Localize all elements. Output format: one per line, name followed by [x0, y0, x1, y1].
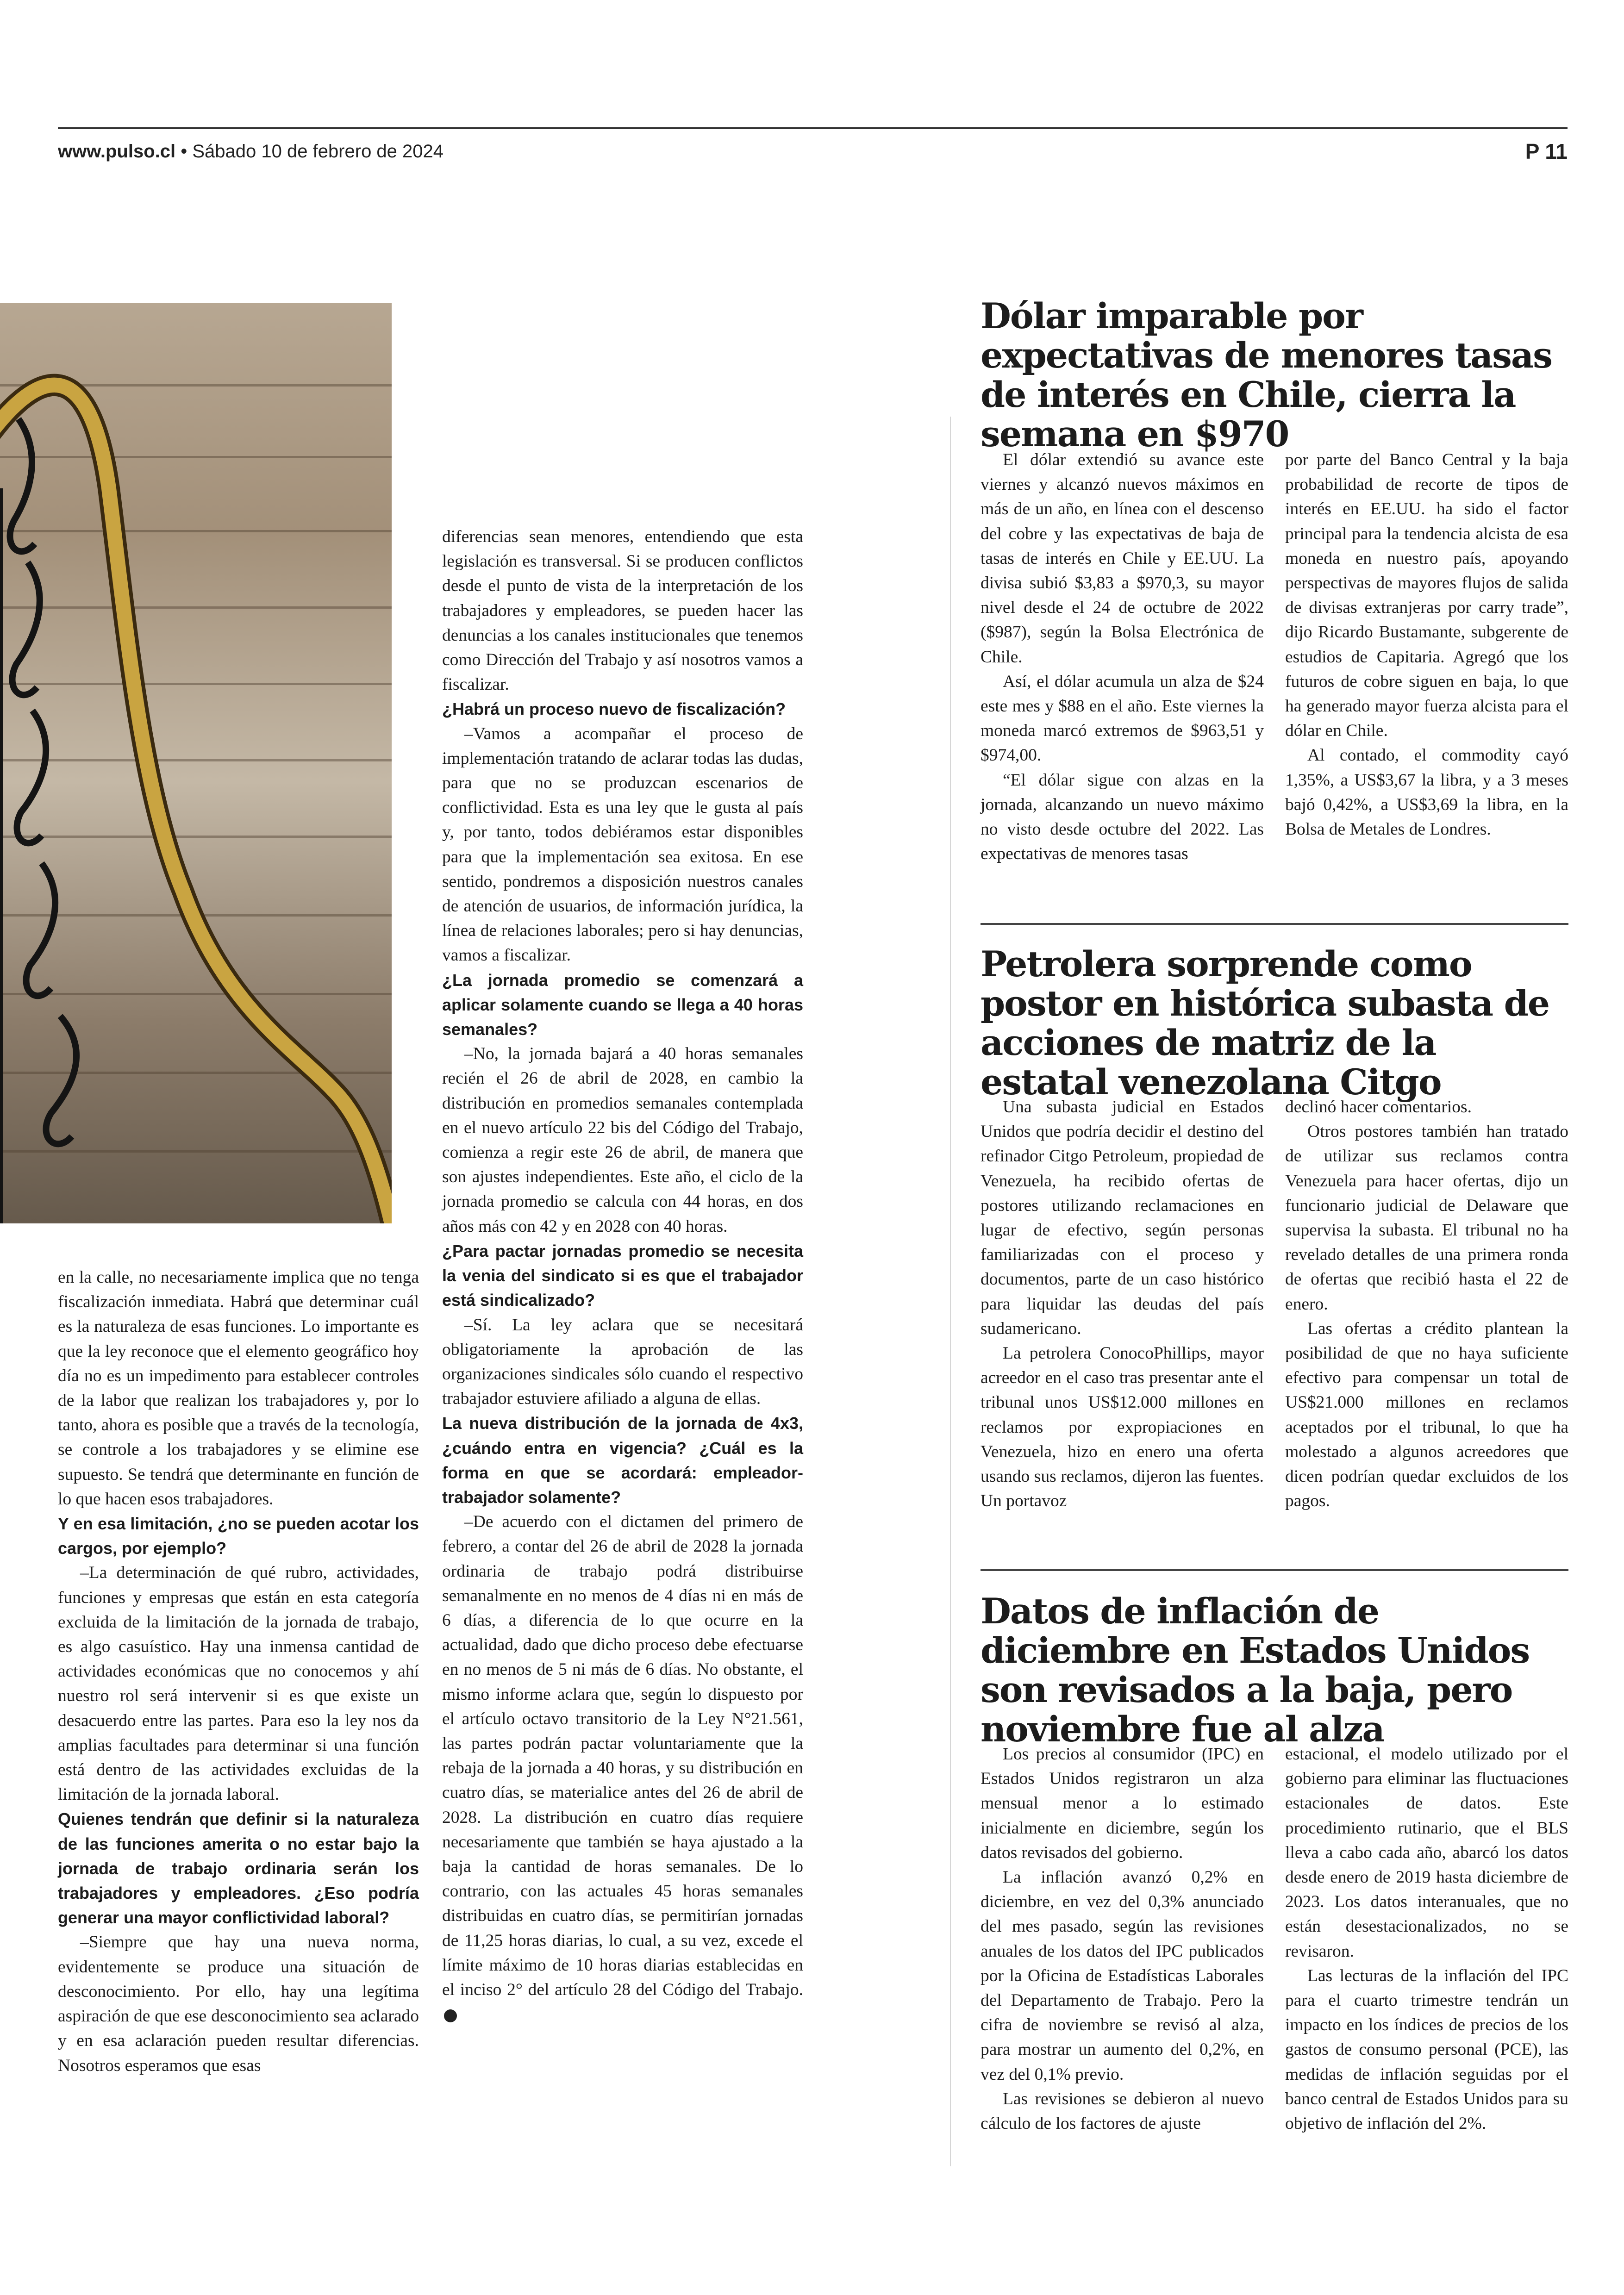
interview-answer: –Siempre que hay una nueva norma, evidentemente se produce una situación de desconocimiento. Por ello, hay una legítima aspiración de que ese desconocimiento sea aclarado y en esa aclaración pueden resultar diferencias. Nosotros esperamos que esas: [58, 1933, 419, 2075]
article-2-paragraph: Una subasta judicial en Estados Unidos que podría decidir el destino del refinador Citgo Petroleum, propiedad de Venezuela, ha recibido ofertas de postores utilizando reclamaciones en lugar de efectivo, según personas familiarizadas con el proceso y documentos, parte de un caso histórico para liquidar las deudas del país sudamericano.: [981, 1098, 1264, 1338]
article-2-paragraph: Las ofertas a crédito plantean la posibilidad de que no haya suficiente efectivo para compensar un total de US$21.000 millones en reclamos aceptados por el tribunal, lo que ha molestado a algunos acreedores que dicen podrían quedar excluidos de los pagos.: [1285, 1319, 1568, 1511]
section-divider: [981, 923, 1568, 925]
column-divider: [950, 417, 951, 2166]
interview-question: ¿Para pactar jornadas promedio se necesita la venia del sindicato si es que el trabajador está sindicalizado?: [442, 1241, 803, 1310]
interview-paragraph: diferencias sean menores, entendiendo que esta legislación es transversal. Si se producen conflictos desde el punto de vista de la interpretación de los trabajadores y empleadores, se pueden hacer las denuncias a los canales institucionales que tenemos como Dirección del Trabajo y así nosotros vamos a fiscalizar.: [442, 527, 803, 694]
article-2-body-right: [1285, 1095, 1568, 1513]
interview-question: ¿La jornada promedio se comenzará a aplicar solamente cuando se llega a 40 horas semanales?: [442, 970, 803, 1039]
article-3-paragraph: Las lecturas de la inflación del IPC para el cuarto trimestre tendrán un impacto en los índices de precios de los gastos de consumo personal (PCE), las medidas de inflación seguidas por el banco central de Estados Unidos para su objetivo de inflación del 2%.: [1285, 1966, 1568, 2133]
masthead-line: www.pulso.cl • Sábado 10 de febrero de 2024: [58, 141, 444, 162]
header-rule: [58, 127, 1568, 129]
article-2-paragraph: declinó hacer comentarios.: [1285, 1098, 1472, 1116]
interview-column-2: [442, 524, 803, 2027]
article-3-body-right: [1285, 1742, 1568, 2136]
section-divider: [981, 1569, 1568, 1571]
article-1-headline[interactable]: Dólar imparable por expectativas de menores tasas de interés en Chile, cierra la semana en $970: [981, 295, 1552, 455]
article-3-paragraph: estacional, el modelo utilizado por el gobierno para eliminar las fluctuaciones estacionales de datos. Este procedimiento rutinario, que el BLS lleva a cabo cada año, abarcó los datos desde enero de 2019 hasta diciembre de 2023. Los datos interanuales, que no están desestacionalizados, no se revisaron.: [1285, 1745, 1568, 1961]
interview-answer: –La determinación de qué rubro, actividades, funciones y empresas que están en esta categoría excluida de la limitación de la jornada de trabajo, es algo casuístico. Hay una inmensa cantidad de actividades económicas que no conocemos y ahí nuestro rol será intervenir si es que existe un desacuerdo entre las partes. Para eso la ley nos da amplias facultades para determinar si una función está dentro de las actividades excluidas de la limitación de la jornada laboral.: [58, 1563, 419, 1804]
page-number: P 11: [1525, 139, 1568, 163]
article-3-body-left: [981, 1742, 1264, 2136]
article-1-paragraph: El dólar extendió su avance este viernes y alcanzó nuevos máximos en más de un año, en línea con el descenso del cobre y las expectativas de baja de tasas de interés en Chile y EE.UU. La divisa subió $3,83 a $970,3, su mayor nivel desde el 24 de octubre de 2022 ($987), según la Bolsa Electrónica de Chile.: [981, 450, 1264, 667]
article-2-paragraph: Otros postores también han tratado de utilizar sus reclamos contra Venezuela para hacer ofertas, dijo un funcionario judicial de Delaware que supervisa la subasta. El tribunal no ha revelado detalles de una primera ronda de ofertas que recibió hasta el 22 de enero.: [1285, 1122, 1568, 1314]
interview-answer: –No, la jornada bajará a 40 horas semanales recién el 26 de abril de 2028, en cambio la distribución en promedios semanales contemplada en el nuevo artículo 22 bis del Código del Trabajo, comienza a regir este 26 de abril, de manera que son ajustes independientes. Este año, el ciclo de la jornada promedio se calcula con 44 horas, en dos años más con 42 y en 2028 con 40 horas.: [442, 1044, 803, 1236]
interview-answer: –Vamos a acompañar el proceso de implementación tratando de aclarar todas las dudas, para que no se produzcan escenarios de conflictividad. Esta es una ley que le gusta al país y, por tanto, todos debiéramos estar disponibles para que la implementación sea exitosa. En ese sentido, pondremos a disposición nuestros canales de atención de usuarios, de información jurídica, la línea de relaciones laborales; pero si hay denuncias, vamos a fiscalizar.: [442, 724, 803, 965]
interview-question: Quienes tendrán que definir si la naturaleza de las funciones amerita o no estar bajo la jornada de trabajo ordinaria serán los trabajadores y empleadores. ¿Eso podría generar una mayor conflictividad laboral?: [58, 1809, 419, 1927]
article-1-body-right: [1285, 448, 1568, 842]
article-3-paragraph: Las revisiones se debieron al nuevo cálculo de los factores de ajuste: [981, 2089, 1264, 2133]
interview-column-1: [58, 1265, 419, 2078]
interview-answer: [442, 1509, 803, 2027]
staircase-railing-photo: [0, 303, 392, 1223]
article-1-paragraph: Al contado, el commodity cayó 1,35%, a US$3,67 la libra, y a 3 meses bajó 0,42%, a US$3,69 la libra, en la Bolsa de Metales de Londres.: [1285, 746, 1568, 839]
site-url[interactable]: www.pulso.cl: [58, 141, 176, 162]
interview-question: ¿Habrá un proceso nuevo de fiscalización?: [442, 699, 786, 719]
interview-question: Y en esa limitación, ¿no se pueden acotar los cargos, por ejemplo?: [58, 1514, 419, 1558]
railing-illustration: [0, 303, 392, 1223]
article-3-paragraph: La inflación avanzó 0,2% en diciembre, en vez del 0,3% anunciado del mes pasado, según las revisiones anuales de los datos del IPC publicados por la Oficina de Estadísticas Laborales del Departamento de Trabajo. Pero la cifra de noviembre se revisó al alza, para mostrar un aumento del 0,2%, en vez del 0,1% previo.: [981, 1868, 1264, 2084]
interview-answer: –Sí. La ley aclara que se necesitará obligatoriamente la aprobación de las organizaciones sindicales sólo cuando el respectivo trabajador estuviere afiliado a alguna de ellas.: [442, 1315, 803, 1409]
interview-paragraph: en la calle, no necesariamente implica que no tenga fiscalización inmediata. Habrá que determinar cuál es la naturaleza de esas funciones. Lo importante es que la ley reconoce que el elemento geográfico hoy día no es un impedimento para establecer controles de la labor que realizan los trabajadores y, por lo tanto, ahora es posible que a través de la tecnología, se controle a los trabajadores y se elimine ese supuesto. Se tendrá que determinante en función de lo que hacen esos trabajadores.: [58, 1268, 419, 1509]
article-1-paragraph: “El dólar sigue con alzas en la jornada, alcanzando un nuevo máximo no visto desde octubre del 2022. Las expectativas de menores tasas: [981, 770, 1264, 864]
article-2-headline[interactable]: Petrolera sorprende como postor en histórica subasta de acciones de matriz de la estatal venezolana Citgo: [981, 943, 1549, 1103]
interview-answer-text: –De acuerdo con el dictamen del primero de febrero, a contar del 26 de abril de 2028 la jornada ordinaria de trabajo podrá distribuirse semanalmente en no menos de 4 días ni en más de 6 días, a diferencia de lo que ocurre en la actualidad, dado que dicho proceso debe efectuarse en no menos de 5 ni más de 6 días. No obstante, el mismo informe aclara que, según lo dispuesto por el artículo octavo transitorio de la Ley N°21.561, las partes podrán pactar voluntariamente que la rebaja de la jornada a 40 horas, y su distribución en cuatro días, se materialice antes del 26 de abril de 2028. La distribución en cuatro días requiere necesariamente que también se haya ajustado a la baja la cantidad de horas semanales. De lo contrario, con las actuales 45 horas semanales distribuidas en cuatro días, se permitirían jornadas de 11,25 horas diarias, lo cual, a su vez, excede el límite máximo de 10 horas diarias establecidas en el inciso 2° del artículo 28 del Código del Trabajo.: [442, 1512, 803, 1999]
article-3-headline[interactable]: Datos de inflación de diciembre en Estados Unidos son revisados a la baja, pero noviembre fue al alza: [981, 1590, 1530, 1750]
article-2-body-left: [981, 1095, 1264, 1513]
end-of-article-icon: P: [444, 2009, 457, 2022]
article-3-paragraph: Los precios al consumidor (IPC) en Estados Unidos registraron un alza mensual menor a lo estimado inicialmente en diciembre, según los datos revisados del gobierno.: [981, 1745, 1264, 1862]
article-1-paragraph: Así, el dólar acumula un alza de $24 este mes y $88 en el año. Este viernes la moneda marcó extremos de $963,51 y $974,00.: [981, 672, 1264, 765]
issue-date: Sábado 10 de febrero de 2024: [192, 141, 444, 162]
article-1-paragraph: por parte del Banco Central y la baja probabilidad de recorte de tipos de interés en EE.UU. ha sido el factor principal para la tendencia alcista de esa moneda en nuestro país, apoyando perspectivas de mayores flujos de salida de divisas extranjeras por carry trade”, dijo Ricardo Bustamante, subgerente de estudios de Capitaria. Agregó que los futuros de cobre siguen en baja, lo que ha generado mayor fuerza alcista para el dólar en Chile.: [1285, 450, 1568, 741]
article-2-paragraph: La petrolera ConocoPhillips, mayor acreedor en el caso tras presentar ante el tribunal unos US$12.000 millones en reclamos por expropiaciones en Venezuela, hizo en enero una oferta usando sus reclamos, dijeron las fuentes. Un portavoz: [981, 1344, 1264, 1511]
interview-question: La nueva distribución de la jornada de 4x3, ¿cuándo entra en vigencia? ¿Cuál es la forma en que se acordará: empleador-trabajador solamente?: [442, 1414, 803, 1507]
article-1-body-left: [981, 448, 1264, 866]
